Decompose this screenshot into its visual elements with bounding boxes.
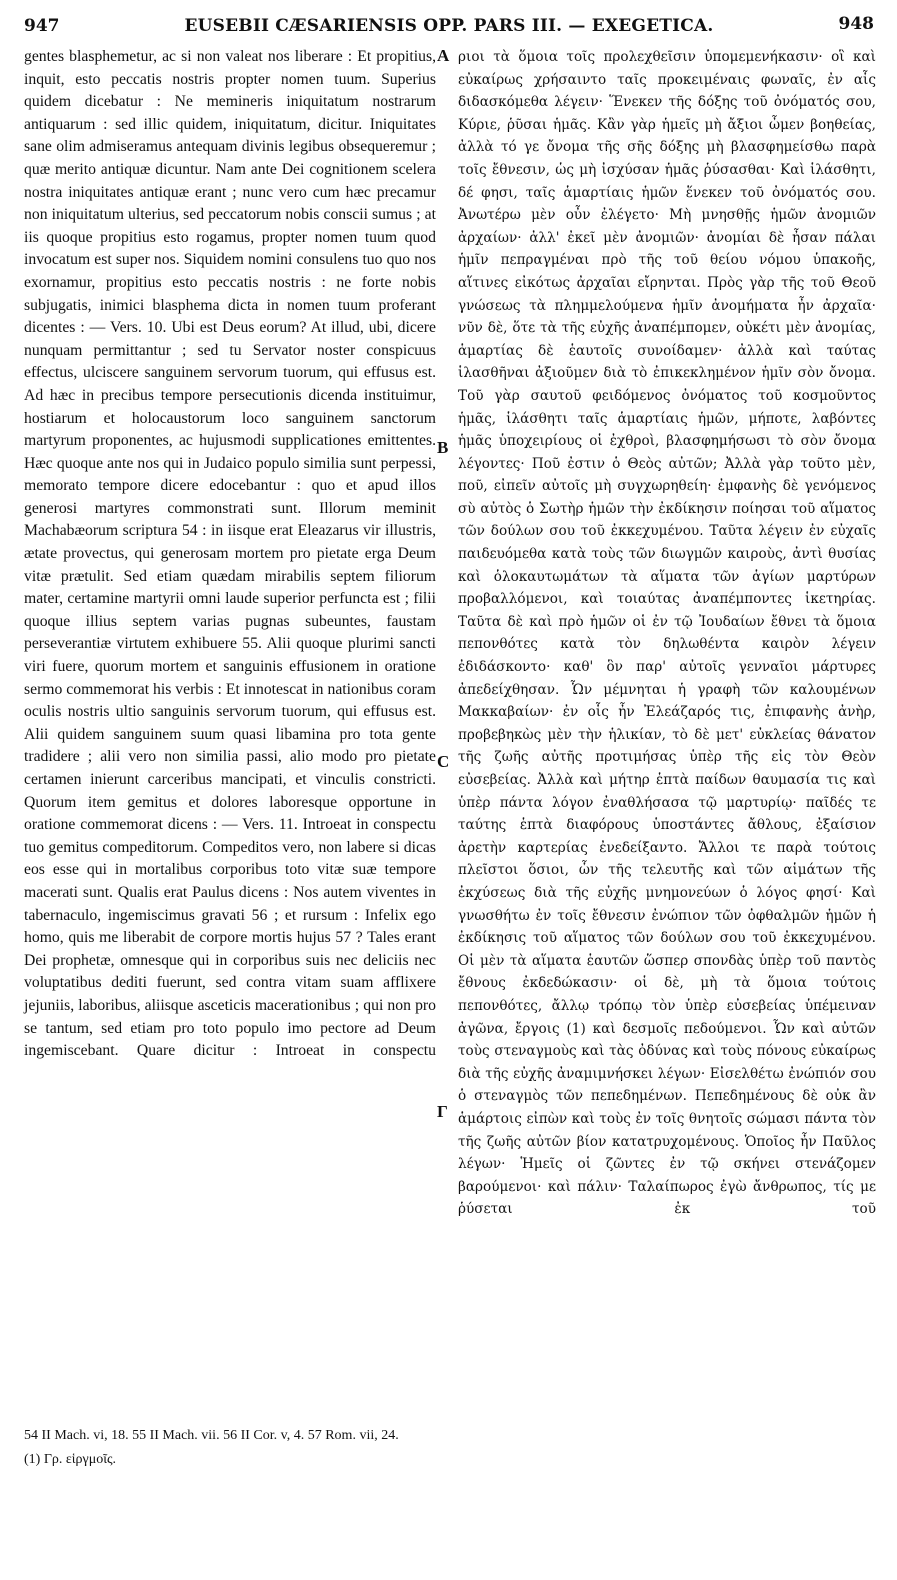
latin-paragraph: gentes blasphemetur, ac si non valeat nos liberare : Et propitius, inquit, esto peccatis nostris propter nomen tuum. Superius quidem dicebatur : Ne memineris iniquitatum nostrarum antiquarum : sed illic quidem, iniquitatum, dicitur. Iniquitates sane olim admiseramus antequam divinis legibus obsequeremur ; quæ merito antiquæ dicuntur. Nam ante Dei cognitionem scelera nostra iniquitates antiquæ erant ; nunc vero cum hæc precamur non iniquitatum ulterius, sed peccatorum nobis conscii sumus ; at iis quoque propitius esto rogamus, propter nomen tuum quod invocatum est super nos. Siquidem nomini consulens tuo quo nos exornamur, propitius esto peccatis nostris : ne forte nobis subjugatis, inimici blasphema dicta in nomen tuum proferant dicentes : — Vers. 10. Ubi est Deus eorum? At illud, ubi, dicere nunquam permittantur ; sed tu Servator noster conspicuus effectus, ulciscere sanguinem servorum tuorum, qui effusus est. Ad hæc in precibus tempore persecutionis dicenda instituimur, hostiarum et holocaustorum loco sanguinem sanctorum martyrum proponentes, ac hujusmodi supplicationes emittentes. Hæc quoque ante nos qui in Judaico populo similia sunt perpessi, memorato tempore dicere edocebantur : quo et apud illos generosi martyres commonstrati sunt. Illorum meminit Machabæorum scriptura 54 : in iisque erat Eleazarus vir illustris, ætate provectus, qui generosam mortem pro pietate erga Deum vitæ prætulit. Sed etiam quædam mirabilis septem filiorum mater, certamine martyrii omni laude superior perfuncta est ; filii quoque illius septem varias pugnas subeuntes, faustam perseverantiæ virtutem exhibuere 55. Alii quoque plurimi sancti viri fuere, quorum mortem et sanguinis effusionem in oratione sermo commemorat his verbis : Et innotescat in nationibus coram oculis nostris ultio sanguinis servorum tuorum, qui effusus est. Alii quidem sanguinem suum quasi libamina pro tota gente tradidere ; alii vero non similia passi, alio modo pro pietate certamen inierunt carceribus mancipati, et vinculis constricti. Quorum item gemitus et dolores laboresque opportune in oratione commemorat dicens : — Vers. 11. Introeat in conspectu tuo gemitus compeditorum. Compeditos vero, non labere si dicas eos esse qui in mortalibus corporibus toto vitæ suæ tempore macerati sunt. Qualis erat Paulus dicens : Nos autem viventes in tabernaculo, ingemiscimus gravati 56 ; et rursum : Infelix ego homo, quis me liberabit de corpore mortis hujus 57 ? Tales erant Dei prophetæ, omnesque qui in corporibus suis nec deliciis nec voluptatibus dediti fuerunt, sed contra vitam suam afflixere jejuniis, laboribus, aliisque asceticis macerationibus ; qui non pro se tantum, sed etiam pro toto populo imo pectore ad Deum ingemiscebant. Quare dicitur : Introeat in conspectu: [24, 48, 436, 1060]
page-number-right: 948: [838, 14, 874, 34]
margin-letter-c: C: [437, 752, 450, 771]
running-header: [24, 14, 874, 44]
page-number-left: 947: [24, 16, 60, 36]
footnote-variant: (1) Γρ. εἱργμοῖς.: [24, 1452, 117, 1467]
greek-column: [458, 46, 876, 1243]
greek-paragraph: ριοι τὰ ὅμοια τοῖς προλεχθεῖσιν ὑπομεμενήκασιν· οἳ καὶ εὐκαίρως χρήσαιντο ταῖς προκειμέναις φωναῖς, ἐν αἷς διδασκόμεθα λέγειν· Ἕνεκεν τῆς δόξης τοῦ ὀνόματός σου, Κύριε, ῥῦσαι ἡμᾶς. Κἂν γὰρ ἡμεῖς μὴ ἄξιοι ὦμεν βοηθείας, ἀλλὰ τό γε ὄνομα τῆς σῆς δόξης μὴ βλασφημείσθω παρὰ τοῖς ἔθνεσιν, ὡς μὴ ἰσχύσαν ἡμᾶς ῥύσασθαι· Καὶ ἱλάσθητι, δέ φησι, ταῖς ἁμαρτίαις ἡμῶν ἕνεκεν τοῦ ὀνόματός σου. Ἀνωτέρω μὲν οὖν ἐλέγετο· Μὴ μνησθῇς ἡμῶν ἀνομιῶν ἀρχαίων· ἀλλ' ἐκεῖ μὲν ἀνομιῶν· ἀνομίαι δὲ ἦσαν πάλαι ἡμῖν πεπραγμέναι πρὸ τῆς τοῦ θείου νόμου ὑπακοῆς, αἵτινες εἰκότως ἀρχαῖαι εἴρηνται. Πρὸς γὰρ τῆς τοῦ Θεοῦ γνώσεως τὰ πλημμελούμενα ἡμῖν ἀνομήματα ἦν ἀρχαῖα· νῦν δὲ, ὅτε τὰ τῆς εὐχῆς ἀναπέμπομεν, οὐκέτι μὲν ἀνομίας, ἁμαρτίας δὲ ἑαυτοῖς συνοίδαμεν· ἀλλὰ καὶ ταύτας ἱλασθῆναι ἀξιοῦμεν διὰ τὸ ἐπικεκλημένον ἡμῖν σὸν ὄνομα. Τοῦ γὰρ σαυτοῦ φειδόμενος ὀνόματος τοῦ κοσμοῦντος ἡμᾶς, ἱλάσθητι ταῖς ἁμαρτίαις ἡμῶν, μήποτε, λαβόντες ἡμᾶς ὑποχειρίους οἱ ἐχθροὶ, βλασφημήσωσι τὸ σὸν ὄνομα λέγοντες· Ποῦ ἐστιν ὁ Θεὸς αὐτῶν; Ἀλλὰ γὰρ τοῦτο μὲν, ποῦ, εἰπεῖν αὐτοῖς μὴ συγχωρηθείη· ἐμφανὴς δὲ γενόμενος σὺ αὐτὸς ὁ Σωτὴρ ἡμῶν τὴν ἐκδίκησιν ποίησαι τοῦ αἵματος τῶν δούλων σου τοῦ ἐκκεχυμένου. Ταῦτα λέγειν ἐν εὐχαῖς παιδευόμεθα κατὰ τοὺς τῶν διωγμῶν καιροὺς, ἀντὶ θυσίας καὶ ὁλοκαυτωμάτων τὰ αἵματα τῶν ἁγίων μαρτύρων προβαλλόμενοι, καὶ τοιαύτας ἀναπέμποντες ἱκετηρίας. Ταῦτα δὲ καὶ πρὸ ἡμῶν οἱ ἐν τῷ Ἰουδαίων ἔθνει τὰ ὅμοια πεπονθότες κατὰ τὸν δηλωθέντα καιρὸν λέγειν ἐδιδάσκοντο· καθ' ὃν παρ' αὐτοῖς γενναῖοι μάρτυρες ἀπεδείχθησαν. Ὧν μέμνηται ἡ γραφὴ τῶν καλουμένων Μακκαβαίων· ἐν οἷς ἦν Ἐλεάζαρός τις, ἐπιφανὴς ἀνὴρ, προβεβηκὼς μὲν τὴν ἡλικίαν, τὸ δὲ μετ' εὐκλείας θάνατον τῆς ζωῆς αὐτῆς προτιμήσας ὑπὲρ τῆς εἰς τὸν Θεὸν εὐσεβείας. Ἀλλὰ καὶ μήτηρ ἑπτὰ παίδων θαυμασία τις καὶ ὑπὲρ πάντα λόγον ἐναθλήσασα τῷ μαρτυρίῳ· παῖδές τε ταύτης ἑπτὰ διαφόρους ὑποστάντες ἄθλους, ἐξαίσιον ἀρετὴν καρτερίας ἐνεδείξαντο. Ἄλλοι τε παρὰ τούτοις πλεῖστοι ὅσιοι, ὧν τῆς τελευτῆς καὶ τῶν αἱμάτων τῆς ἐκχύσεως διὰ τῆς εὐχῆς μνημονεύων ὁ λόγος φησί· Καὶ γνωσθήτω ἐν τοῖς ἔθνεσιν ἐνώπιον τῶν ὀφθαλμῶν ἡμῶν ἡ ἐκδίκησις τοῦ αἵματος τῶν δούλων σου τοῦ ἐκκεχυμένου. Οἱ μὲν τὰ αἵματα ἑαυτῶν ὥσπερ σπονδὰς ὑπὲρ τοῦ παντὸς ἔθνους ἐκδεδώκασιν· οἱ δὲ, μὴ τὰ ὅμοια τούτοις πεπονθότες, ἄλλῳ τρόπῳ τὸν ὑπὲρ εὐσεβείας ὑπέμειναν ἀγῶνα, ἔργοις (1) καὶ δεσμοῖς πεδούμενοι. Ὧν καὶ αὐτῶν τοὺς στεναγμοὺς καὶ τὰς ὀδύνας καὶ τοὺς πόνους εὐκαίρως διὰ τῆς εὐχῆς ἀναμιμνήσκει λέγων· Εἰσελθέτω ἐνώπιόν σου ὁ στεναγμὸς τῶν πεπεδημένων. Πεπεδημένους δὲ οὐκ ἂν ἁμάρτοις εἰπὼν καὶ τοὺς ἐν τοῖς θνητοῖς σώμασι πάντα τὸν τῆς ζωῆς αὐτῶν βίον κατατρυχομένους. Ὁποῖος ἦν Παῦλος λέγων· Ἡμεῖς οἱ ζῶντες ἐν τῷ σκήνει στενάζομεν βαρούμενοι· καὶ πάλιν· Ταλαίπωρος ἐγὼ ἄνθρωπος, τίς με ῥύσεται ἐκ τοῦ: [458, 49, 876, 1218]
latin-column: [24, 46, 436, 1085]
margin-letter-d: Γ: [437, 1102, 448, 1121]
running-title: EUSEBII CÆSARIENSIS OPP. PARS III. — EXEGETICA.: [184, 16, 714, 36]
footnote-references: 54 II Mach. vi, 18. 55 II Mach. vii. 56 II Cor. v, 4. 57 Rom. vii, 24.: [24, 1428, 399, 1443]
margin-letter-a: A: [437, 46, 450, 65]
margin-letter-b: B: [437, 438, 449, 457]
